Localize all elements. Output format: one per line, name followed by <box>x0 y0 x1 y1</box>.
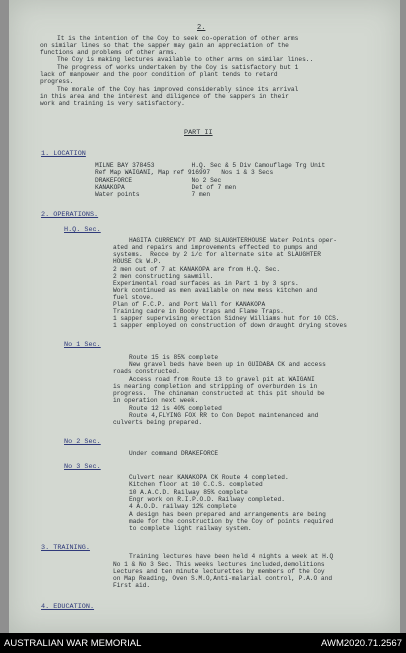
location-line: Ref Map WAIGANI, Map ref 916997 Nos 1 & 3 Secs <box>95 169 274 176</box>
intro-line: The morale of the Coy has improved considerably since its arrival <box>57 86 299 93</box>
intro-line: It is the intention of the Coy to seek co-operation of other arms <box>57 35 299 42</box>
hq-line: HAGITA CURRENCY PT AND SLAUGHTERHOUSE Water Points oper- <box>129 237 337 244</box>
section-heading-operations: 2. OPERATIONS. <box>41 211 99 219</box>
hq-line: 1 sapper employed on construction of down draught drying stoves <box>113 322 347 329</box>
archive-footer <box>0 633 406 653</box>
part-heading: PART II <box>184 129 213 137</box>
hq-line: Plan of F.C.P. and Port Wall for KANAKOPA <box>113 301 266 308</box>
no1-line: is nearing completion and stripping of overburden is in <box>113 383 318 390</box>
no2-line: Under command DRAKEFORCE <box>129 450 219 457</box>
hq-line: 2 men out of 7 at KANAKOPA are from H.Q. Sec. <box>113 266 281 273</box>
training-line: on Map Reading, Oven S.M.O,Anti-malarial control, P.A.O and <box>113 575 333 582</box>
training-line: Lectures and ten minute lecturettes by members of the Coy <box>113 568 325 575</box>
hq-line: Training cadre in Booby traps and Flame Traps. <box>113 308 284 315</box>
intro-line: functions and problems of other arms. <box>40 49 178 56</box>
no3-line: to complete light railway system. <box>129 525 252 532</box>
no1-line: progress. The chinaman constructed at this pit should be <box>113 390 325 397</box>
intro-line: The progress of works undertaken by the Coy is satisfactory but 1 <box>57 64 299 71</box>
no3-line: Culvert near KANAKOPA CK Route 4 completed. <box>129 474 289 481</box>
intro-line: work and training is very satisfactory. <box>40 100 185 107</box>
hq-line: Experimental road surfaces as in Part 1 by 3 sprs. <box>113 280 299 287</box>
hq-line: HOUSE Ck W.P. <box>113 258 162 265</box>
hq-line: 1 sapper supervising erection Sidney Williams hut for 10 CCS. <box>113 315 340 322</box>
location-line: DRAKEFORCE No 2 Sec <box>95 177 222 184</box>
section-heading-training: 3. TRAINING. <box>41 544 90 552</box>
subheading-hq-sec: H.Q. Sec. <box>64 226 101 234</box>
training-line: No 1 & No 3 Sec. This weeks lectures included,demolitions <box>113 561 325 568</box>
location-line: MILNE BAY 378453 H.Q. Sec & 5 Div Camouflage Trg Unit <box>95 162 326 169</box>
hq-line: fuel stove. <box>113 294 154 301</box>
no3-line: Kitchen floor at 10 C.C.S. completed <box>129 481 263 488</box>
training-line: First aid. <box>113 582 151 589</box>
no1-line: Route 12 is 40% completed <box>129 405 222 412</box>
intro-line: on similar lines so that the sapper may gain an appreciation of the <box>40 42 289 49</box>
hq-line: ated and repairs and improvements effected to pumps and <box>113 244 318 251</box>
training-line: Training lectures have been held 4 nights a week at H.Q <box>129 553 334 560</box>
no3-line: 4 A.O.D. railway 12% complete <box>129 503 237 510</box>
no3-line: made for the construction by the Coy of points required <box>129 518 334 525</box>
intro-line: The Coy is making lectures available to other arms on similar lines.. <box>57 56 314 63</box>
hq-line: 2 men constructing sawmill. <box>113 273 214 280</box>
no3-line: A design has been prepared and arrangements are being <box>129 511 326 518</box>
subheading-no3-sec: No 3 Sec. <box>64 463 101 471</box>
intro-line: in this area and the interest and diligence of the sappers in their <box>40 93 289 100</box>
page-number: 2. <box>197 24 206 32</box>
intro-line: lack of manpower and the poor condition of plant tends to retard <box>40 71 278 78</box>
section-heading-education: 4. EDUCATION. <box>41 603 95 611</box>
no1-line: culverts being prepared. <box>113 419 203 426</box>
no1-line: New gravel beds have been up in GUIDABA CK and access <box>129 361 326 368</box>
section-heading-location: 1. LOCATION <box>41 150 86 158</box>
subheading-no2-sec: No 2 Sec. <box>64 438 101 446</box>
no1-line: roads constructed. <box>113 368 180 375</box>
no1-line: Access road from Route 13 to gravel pit at WAIGANI <box>129 376 315 383</box>
location-line: Water points 7 men <box>95 191 211 198</box>
hq-line: Work continued as men available on new mess kitchen and <box>113 287 318 294</box>
document-page <box>9 0 400 633</box>
no1-line: Route 4,FLYING FOX RR to Con Depot maintenanced and <box>129 412 319 419</box>
no3-line: Engr work on R.I.P.O.D. Railway completed. <box>129 496 285 503</box>
location-line: KANAKOPA Det of 7 men <box>95 184 237 191</box>
hq-line: systems. Recce by 2 i/c for alternate site at SLAUGHTER <box>113 251 321 258</box>
no1-line: in operation next week. <box>113 397 199 404</box>
subheading-no1-sec: No 1 Sec. <box>64 341 101 349</box>
no1-line: Route 15 is 85% complete <box>129 354 219 361</box>
footer-reference: AWM2020.71.2567 <box>321 638 402 649</box>
no3-line: 10 A.A.C.D. Railway 85% complete <box>129 489 248 496</box>
footer-source: AUSTRALIAN WAR MEMORIAL <box>4 638 142 649</box>
intro-line: progress. <box>40 78 74 85</box>
